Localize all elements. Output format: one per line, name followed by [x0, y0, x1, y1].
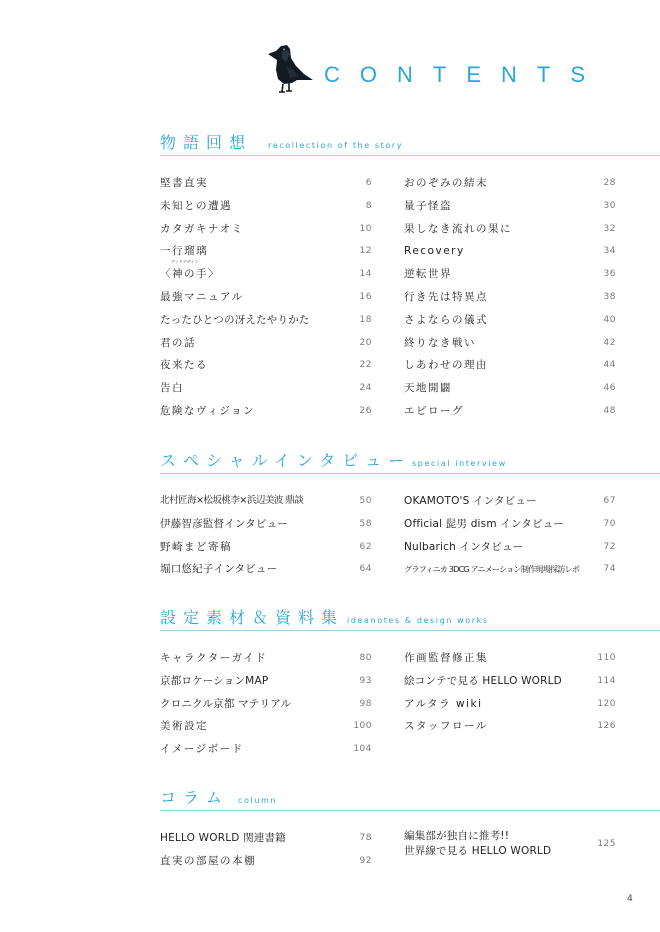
entry-title: スタッフロール	[404, 720, 488, 733]
entry-page: 24	[359, 383, 372, 394]
entry-page: 16	[359, 291, 372, 302]
section-header	[160, 133, 660, 156]
section-title: スペシャルインタビュー	[160, 451, 412, 470]
entry-page: 8	[365, 200, 372, 211]
toc-entry[interactable]	[160, 286, 372, 309]
toc-entry[interactable]	[404, 218, 616, 241]
entry-title-line1: 編集部が独自に推考!!	[404, 830, 510, 842]
entry-title: 堀口悠紀子インタビュー	[160, 563, 278, 576]
section-header	[160, 788, 660, 811]
toc-column-left	[160, 490, 372, 581]
section-design-works	[160, 608, 660, 756]
entry-title: 君の話	[160, 336, 196, 349]
entry-title: 終りなき戦い	[404, 336, 476, 349]
entry-page: 67	[603, 496, 616, 506]
toc-entry[interactable]	[160, 647, 372, 670]
toc-column-right	[404, 827, 616, 861]
entry-page: 40	[603, 314, 616, 325]
entry-page: 125	[597, 839, 616, 849]
section-header	[160, 608, 660, 631]
entry-page: 30	[603, 200, 616, 211]
entry-title: 一行瑠璃	[160, 245, 208, 258]
toc-entry[interactable]	[404, 558, 616, 581]
entry-title: 伊藤智彦監督インタビュー	[160, 517, 288, 530]
entry-page: 78	[359, 833, 372, 843]
entry-title: Official 髭男 dism インタビュー	[404, 517, 565, 530]
entry-page: 50	[359, 496, 372, 506]
toc-entry[interactable]	[160, 827, 372, 850]
section-column	[160, 788, 660, 867]
entry-page: 64	[359, 564, 372, 575]
section-interview	[160, 451, 660, 576]
toc-column-right	[404, 490, 616, 581]
entry-title: 絵コンテで見る HELLO WORLD	[404, 674, 562, 687]
section-header	[160, 451, 660, 474]
entry-title: たったひとつの冴えたやりかた	[160, 313, 310, 326]
entry-page: 28	[603, 178, 616, 188]
entry-page: 48	[603, 405, 616, 416]
toc-column-right	[404, 647, 616, 738]
entry-page: 36	[603, 269, 616, 280]
entry-page: 46	[603, 383, 616, 394]
entry-page: 38	[603, 291, 616, 302]
section-subtitle: column	[238, 796, 278, 805]
entry-title: 作画監督修正集	[404, 652, 488, 664]
toc-entry[interactable]	[404, 332, 616, 355]
entry-ruby: グッドデザイン	[171, 259, 199, 265]
toc-entry[interactable]	[160, 332, 372, 355]
entry-title: 美術設定	[160, 720, 208, 733]
entry-title-line2: 世界線で見る HELLO WORLD	[404, 845, 552, 857]
entry-page: 62	[359, 541, 372, 552]
entry-page: 80	[359, 653, 372, 663]
crow-icon	[262, 40, 314, 96]
toc-entry[interactable]	[404, 490, 616, 513]
section-title: 設定素材＆資料集	[160, 608, 345, 627]
entry-title: 逆転世界	[404, 268, 452, 281]
entry-page: 34	[603, 246, 616, 257]
section-title: 物語回想	[160, 133, 253, 152]
toc-entry[interactable]	[404, 715, 616, 738]
entry-title: グラフィニカ 3DCG アニメーション制作現場採訪レポ	[404, 564, 580, 575]
entry-page: 126	[597, 721, 616, 732]
entry-title: 危険なヴィジョン	[160, 404, 256, 417]
toc-entry[interactable]	[160, 259, 372, 286]
toc-entry[interactable]	[160, 172, 372, 195]
toc-entry[interactable]	[404, 536, 616, 559]
entry-page: 20	[359, 337, 372, 348]
toc-entry[interactable]	[404, 309, 616, 332]
entry-page: 114	[597, 675, 616, 686]
toc-entry[interactable]	[160, 400, 372, 423]
section-story	[160, 133, 660, 417]
entry-title: キャラクターガイド	[160, 652, 268, 664]
toc-entry[interactable]	[160, 558, 372, 581]
entry-page: 6	[365, 178, 372, 188]
toc-entry[interactable]	[404, 827, 616, 861]
toc-entry[interactable]	[160, 490, 372, 513]
toc-entry[interactable]	[160, 513, 372, 536]
toc-entry[interactable]	[160, 309, 372, 332]
toc-entry[interactable]	[160, 670, 372, 693]
entry-page: 98	[359, 698, 372, 709]
entry-page: 14	[359, 269, 372, 280]
entry-page: 42	[603, 337, 616, 348]
section-subtitle: recollection of the story	[268, 141, 404, 150]
entry-title: アルタラ wiki	[404, 697, 483, 710]
toc-entry[interactable]	[404, 400, 616, 423]
toc-entry[interactable]	[160, 715, 372, 738]
toc-entry[interactable]	[404, 286, 616, 309]
entry-title: さよならの儀式	[404, 313, 488, 326]
toc-entry[interactable]	[404, 377, 616, 400]
page-title: CONTENTS	[324, 62, 605, 87]
toc-entry[interactable]	[404, 195, 616, 218]
entry-title: 北村匠海×松坂桃李×浜辺美波 鼎談	[160, 495, 304, 506]
entry-title: イメージボード	[160, 743, 244, 756]
toc-column-right	[404, 172, 616, 423]
entry-title: 行き先は特異点	[404, 290, 488, 303]
entry-page: 32	[603, 223, 616, 234]
entry-page: 72	[603, 541, 616, 552]
entry-title: 京都ロケーションMAP	[160, 674, 269, 687]
entry-title	[404, 829, 551, 859]
entry-page: 92	[359, 855, 372, 866]
toc-entry[interactable]	[404, 263, 616, 286]
entry-title: HELLO WORLD 関連書籍	[160, 832, 286, 844]
toc-entry[interactable]	[404, 670, 616, 693]
entry-page: 58	[359, 518, 372, 529]
entry-title: 最強マニュアル	[160, 290, 244, 303]
entry-title: カタガキナオミ	[160, 222, 244, 235]
toc-entry[interactable]	[160, 377, 372, 400]
entry-title: エピローグ	[404, 404, 464, 417]
entry-page: 18	[359, 314, 372, 325]
entry-title: 量子怪盗	[404, 199, 452, 212]
toc-entry[interactable]	[404, 172, 616, 195]
toc-entry[interactable]	[404, 647, 616, 670]
toc-entry[interactable]	[160, 693, 372, 716]
entry-title: 堅書直実	[160, 177, 208, 189]
toc-entry[interactable]	[160, 354, 372, 377]
page-header	[262, 40, 622, 100]
toc-column-left	[160, 172, 372, 423]
entry-page: 26	[359, 405, 372, 416]
entry-title: 夜来たる	[160, 359, 208, 372]
toc-entry[interactable]	[404, 693, 616, 716]
section-subtitle: ideanotes & design works	[347, 616, 489, 625]
entry-page: 104	[353, 744, 372, 755]
entry-page: 44	[603, 360, 616, 371]
entry-page: 74	[603, 564, 616, 575]
entry-page: 93	[359, 675, 372, 686]
entry-page: 110	[597, 653, 616, 663]
toc-entry[interactable]	[404, 240, 616, 263]
entry-title: OKAMOTO'S インタビュー	[404, 495, 537, 507]
toc-entry[interactable]	[160, 536, 372, 559]
entry-title: 未知との遭遇	[160, 199, 232, 212]
section-subtitle: special interview	[412, 459, 507, 468]
section-title: コラム	[160, 788, 229, 807]
toc-entry[interactable]	[160, 738, 372, 761]
toc-entry[interactable]	[404, 354, 616, 377]
toc-entry[interactable]	[160, 850, 372, 873]
entry-title: おのぞみの結末	[404, 177, 488, 189]
entry-title: 天地開闢	[404, 382, 452, 395]
toc-entry[interactable]	[160, 195, 372, 218]
toc-entry[interactable]	[404, 513, 616, 536]
entry-title: 野崎まど寄稿	[160, 540, 232, 553]
entry-title: 〈神の手〉	[160, 268, 220, 281]
entry-title: 告白	[160, 382, 184, 395]
entry-title: クロニクル京都 マテリアル	[160, 697, 292, 710]
entry-title: 果しなき流れの果に	[404, 222, 512, 235]
entry-title: Nulbarich インタビュー	[404, 540, 524, 553]
toc-entry[interactable]	[160, 218, 372, 241]
entry-page: 120	[597, 698, 616, 709]
toc-column-left	[160, 827, 372, 873]
entry-page: 12	[359, 246, 372, 257]
entry-title: 直実の部屋の本棚	[160, 854, 256, 867]
entry-page: 10	[359, 223, 372, 234]
toc-column-left	[160, 647, 372, 761]
entry-title: Recovery	[404, 245, 465, 258]
entry-page: 100	[353, 721, 372, 732]
entry-page: 70	[603, 518, 616, 529]
page-number: 4	[627, 894, 633, 904]
entry-title: しあわせの理由	[404, 359, 488, 372]
entry-page: 22	[359, 360, 372, 371]
